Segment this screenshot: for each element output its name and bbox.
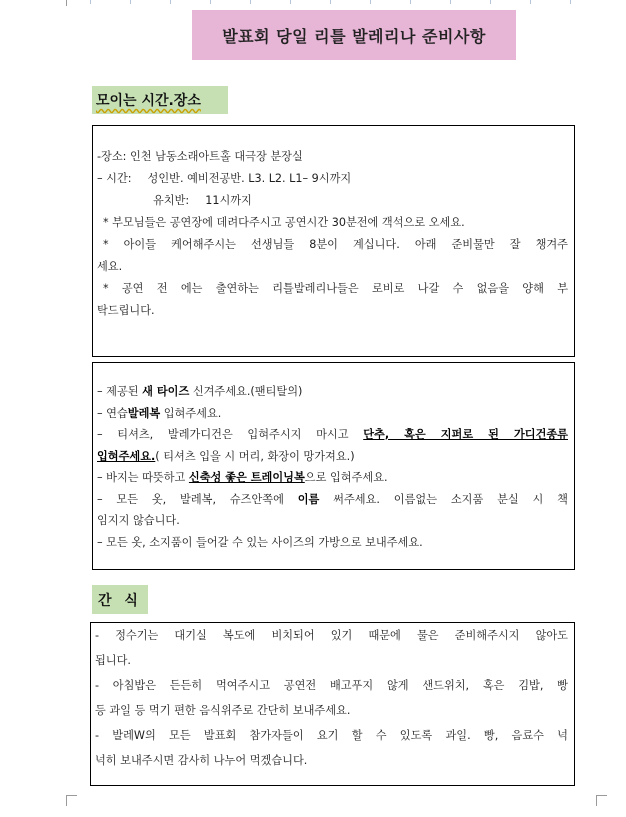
name-emphasis: 이름 <box>297 492 320 506</box>
cardigan-emphasis: 단추, 혹은 지퍼로 된 가디건종류 <box>363 428 568 441</box>
training-emphasis: 신축성 좋은 트레이닝복 <box>188 471 305 484</box>
snack-box <box>90 622 575 786</box>
snack-line-5: - 발레W의 모든 발표회 참가자들이 요기 할 수 있도록 과일. 빵, 음료수 넉 <box>95 729 568 742</box>
tights-emphasis: 새 타이즈 <box>142 385 190 398</box>
corner-mark-bottom-left <box>66 795 77 806</box>
wear-emphasis: 입혀주세요. <box>97 449 156 463</box>
leotard-emphasis: 발레복 <box>127 406 161 420</box>
time-group-2: 유치반: <box>153 194 190 207</box>
corner-mark-top-left <box>66 0 79 6</box>
snack-line-2: 됩니다. <box>95 654 131 667</box>
preparation-box <box>92 362 575 570</box>
place-time-box <box>92 125 575 357</box>
prep-line-name-b: 임지지 않습니다. <box>97 514 180 527</box>
prep-line-bag: – 모든 옷, 소지품이 들어갈 수 있는 사이즈의 가방으로 보내주세요. <box>97 535 423 549</box>
time-group-2-value: 11시까지 <box>205 194 252 207</box>
time-group-1: 성인반. 예비전공반. L3. L2. L1– 9시까지 <box>147 172 352 185</box>
prep-line-tights: – 제공된 새 타이즈 신겨주세요.(팬티탈의) <box>97 385 303 398</box>
corner-mark-bottom-right <box>596 795 607 806</box>
note-teachers-b: 세요. <box>97 260 123 273</box>
time-label: – 시간: <box>97 172 132 185</box>
section-heading-place-text: 모이는 시간.장소 <box>96 93 201 109</box>
prep-line-cardigan-a: – 티셔츠, 발레가디건은 입혀주시지 마시고 단추, 혹은 지퍼로 된 가디건종류 <box>97 428 568 441</box>
section-heading-place <box>92 86 228 114</box>
section-heading-snack: 간 식 <box>92 585 148 614</box>
prep-line-name-a: – 모든 옷, 발레복, 슈즈안쪽에 이름 써주세요. 이름없는 소지품 분실 시 책 <box>97 492 568 506</box>
note-parents: * 부모님들은 공연장에 데려다주시고 공연시간 30분전에 객석으로 오세요. <box>103 216 465 229</box>
prep-line-pants: – 바지는 따뜻하고 신축성 좋은 트레이닝복으로 입혀주세요. <box>97 471 388 484</box>
note-teachers-a: * 아이들 케어해주시는 선생님들 8분이 계십니다. 아래 준비물만 잘 챙겨주 <box>103 238 568 251</box>
prep-line-cardigan-b: 입혀주세요.( 티셔츠 입을 시 머리, 화장이 망가져요.) <box>97 449 355 463</box>
time-line-2 <box>97 190 568 212</box>
place-line: -장소: 인천 남동소래아트홀 대극장 분장실 <box>97 150 303 163</box>
prep-line-leotard: – 연습발레복 입혀주세요. <box>97 406 222 420</box>
note-lobby-b: 탁드립니다. <box>97 304 155 317</box>
document-title: 발표회 당일 리틀 발레리나 준비사항 <box>192 10 516 60</box>
snack-line-1: - 정수기는 대기실 복도에 비치되어 있기 때문에 물은 준비해주시지 않아도 <box>95 629 568 642</box>
note-lobby-a: * 공연 전 에는 출연하는 리틀발레리나들은 로비로 나갈 수 없음을 양해 부 <box>103 282 568 295</box>
ruler-marks <box>70 0 610 6</box>
time-line-1 <box>97 168 568 190</box>
snack-line-6: 넉히 보내주시면 감사히 나누어 먹겠습니다. <box>95 754 308 767</box>
snack-line-3: - 아침밥은 든든히 먹여주시고 공연전 배고푸지 않게 샌드위치, 혹은 김밥, 빵 <box>95 679 568 692</box>
snack-line-4: 등 과일 등 먹기 편한 음식위주로 간단히 보내주세요. <box>95 704 351 717</box>
